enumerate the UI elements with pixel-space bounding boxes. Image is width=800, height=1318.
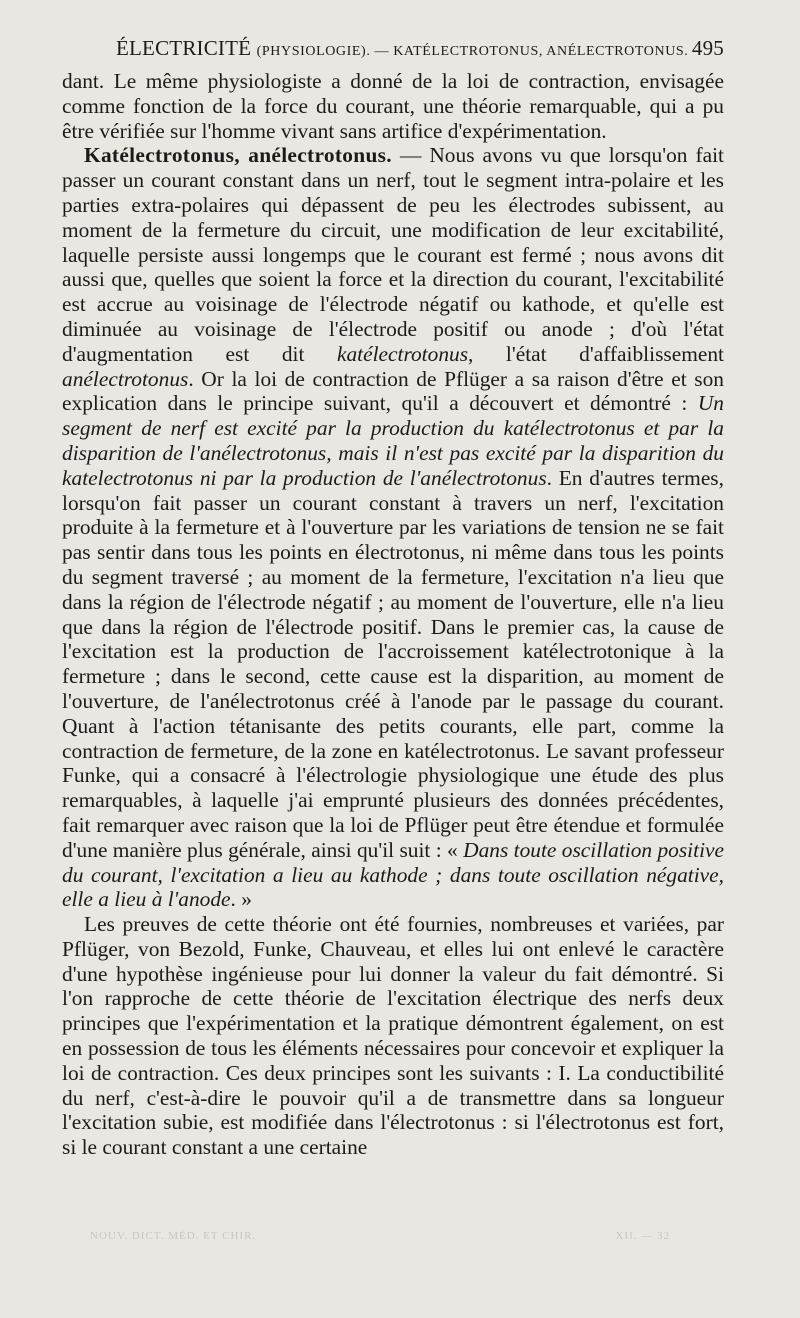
text-run: — Nous avons vu que lorsqu'on fait passer un courant constant dans un nerf, tout le segment intra-polaire et les parties extra-polaires qui dépassent de peu les électrodes subissent, au moment de la fermeture du circuit, une modification de leur excitabilité, laquelle persiste aussi longemps que le courant est fermé ; nous avons dit aussi que, quelles que soient la force et la direction du courant, l'excitabilité est accrue au voisinage de l'électrode négatif ou kathode, et qu'elle est diminuée au voisinage de l'électrode positif ou anode ; d'où l'état d'augmentation est dit [62,143,724,366]
body-text [62,69,724,1160]
text-run: . En d'autres termes, lorsqu'on fait passer un courant constant à travers un nerf, l'excitation produite à la fermeture et à l'ouverture par les variations de tension ne se fait pas sentir dans tous les points en électrotonus, ni même dans tous les points du segment traversé ; au moment de la fermeture, l'excitation n'a lieu que dans la région de l'électrode négatif ; au moment de l'ouverture, elle n'a lieu que dans la région de l'électrode positif. Dans le premier cas, la cause de l'excitation est la production de l'accroissement katélectrotonique à la fermeture ; dans le second, cette cause est la disparition, au moment de l'ouverture, de l'anélectrotonus créé à l'anode par le passage du courant. Quant à l'action tétanisante des petits courants, elle part, comme la contraction de fermeture, de la zone en katélectrotonus. Le savant professeur Funke, qui a consacré à l'électrologie physiologique une étude des plus remarquables, à laquelle j'ai emprunté plusieurs des données précédentes, fait remarquer avec raison que la loi de Pflüger peut être étendue et formulée d'une manière plus générale, ainsi qu'il suit : « [62,465,724,862]
running-title-subject: (PHYSIOLOGIE). — KATÉLECTROTONUS, ANÉLECTROTONUS. [256,44,689,59]
text-run: , l'état d'affaiblissement [468,341,724,366]
paragraph-electrotonus [62,143,724,912]
page-number: 495 [691,36,724,60]
paragraph-proofs: Les preuves de cette théorie ont été fournies, nombreuses et variées, par Pflüger, von Bezold, Funke, Chauveau, et elles lui ont enlevé le caractère d'une hypothèse ingénieuse pour lui donner la valeur du fait démontré. Si l'on rapproche de cette théorie de l'excitation électrique des nerfs deux principes que l'expérimentation et la pratique démontrent également, on est en possession de tous les éléments nécessaires pour concevoir et expliquer la loi de contraction. Ces deux principes sont les suivants : I. La conductibilité du nerf, c'est-à-dire le pouvoir qu'il a de transmettre dans sa longueur l'excitation subie, est modifiée dans l'électrotonus : si l'électrotonus est fort, si le courant constant a une certaine [62,912,724,1160]
text-run: . Or la loi de contraction de Pflüger a sa raison d'être et son explication dans le principe suivant, qu'il a découvert et démontré : [62,366,724,416]
page-footer-signature [90,1230,710,1242]
running-header [62,36,724,64]
italic-term: anélectrotonus [62,366,189,391]
running-title-main: ÉLECTRICITÉ [116,36,252,60]
italic-quote: Dans toute oscillation positive du courant, l'excitation a lieu au kathode ; dans toute oscillation négative, elle a lieu à l'anode [62,837,724,912]
footer-signature-right: XII. — 32 [615,1230,670,1242]
italic-principle: Un segment de nerf est excité par la production du katélectrotonus et par la disparition de l'anélectrotonus, mais il n'est pas excité par la disparition du katelectrotonus ni par la production de l'anélectrotonus [62,391,724,490]
italic-term: katélectrotonus [336,341,469,366]
section-subheading: Katélectrotonus, anélectrotonus. [84,143,392,168]
text-run: . » [230,887,252,912]
footer-signature-left: NOUV. DICT. MÉD. ET CHIR. [90,1230,257,1242]
paragraph-continuation: dant. Le même physiologiste a donné de la loi de contraction, envisagée comme fonction de la force du courant, une théorie remarquable, qui a pu être vérifiée sur l'homme vivant sans artifice d'expérimentation. [62,69,724,143]
running-title [116,36,688,61]
